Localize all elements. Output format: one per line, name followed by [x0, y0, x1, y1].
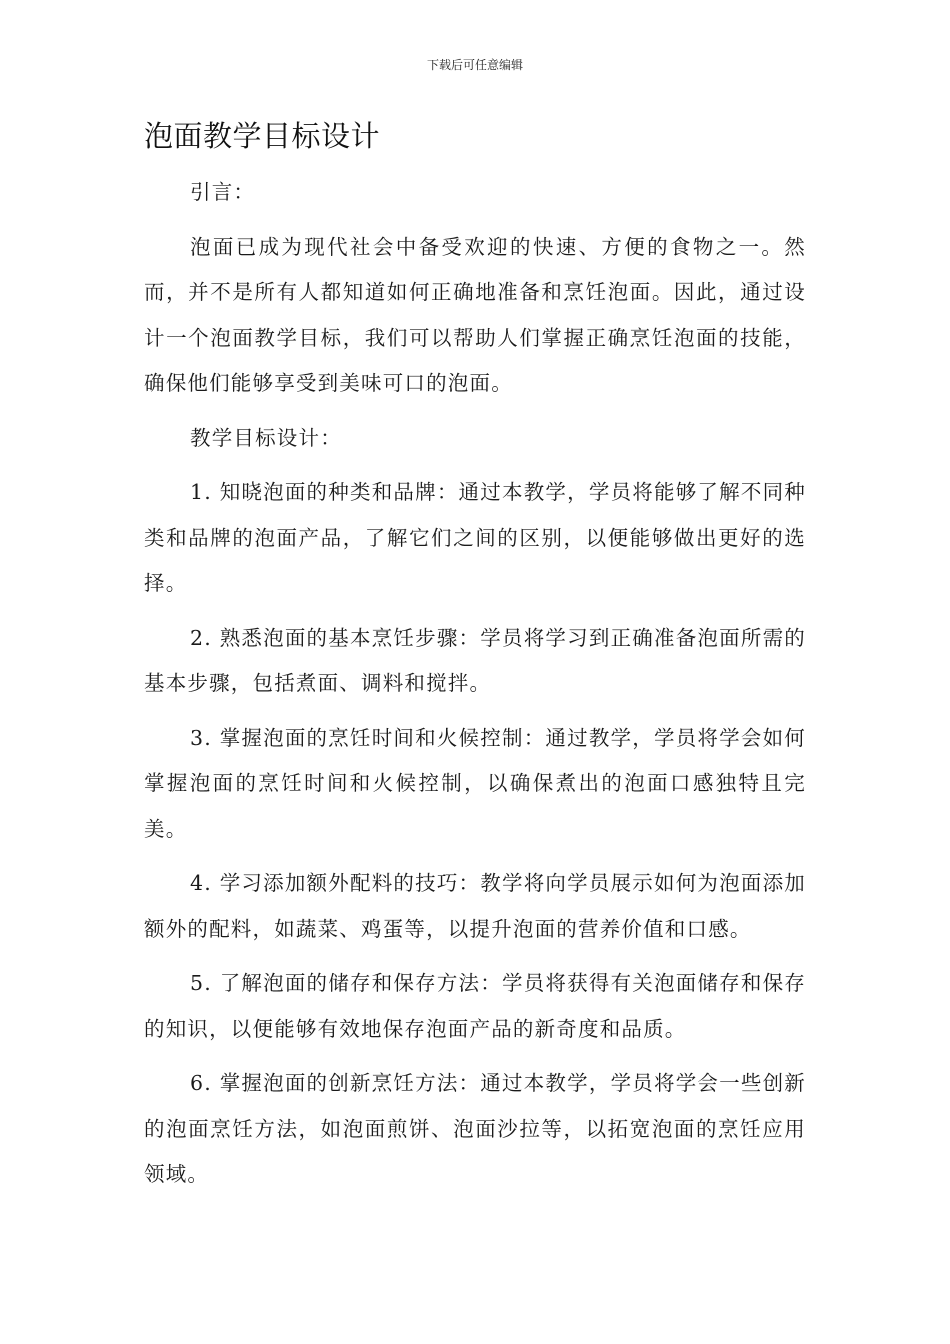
intro-paragraph: 泡面已成为现代社会中备受欢迎的快速、方便的食物之一。然而，并不是所有人都知道如何正确地准备和烹饪泡面。因此，通过设计一个泡面教学目标，我们可以帮助人们掌握正确烹饪泡面的技能，确保他们能够享受到美味可口的泡面。 — [144, 234, 806, 395]
header-note: 下载后可任意编辑 — [426, 58, 523, 72]
document-body — [144, 170, 806, 1207]
objective-item-2: 2. 熟悉泡面的基本烹饪步骤：学员将学习到正确准备泡面所需的基本步骤，包括煮面、调料和搅拌。 — [144, 625, 806, 695]
objective-item-5: 5. 了解泡面的储存和保存方法：学员将获得有关泡面储存和保存的知识，以便能够有效地保存泡面产品的新奇度和品质。 — [144, 971, 806, 1041]
objective-item-3: 3. 掌握泡面的烹饪时间和火候控制：通过教学，学员将学会如何掌握泡面的烹饪时间和火候控制，以确保煮出的泡面口感独特且完美。 — [144, 725, 806, 841]
intro-label: 引言： — [190, 180, 256, 204]
objective-item-1: 1. 知晓泡面的种类和品牌：通过本教学，学员将能够了解不同种类和品牌的泡面产品，了解它们之间的区别，以便能够做出更好的选择。 — [144, 480, 806, 595]
objective-item-4: 4. 学习添加额外配料的技巧：教学将向学员展示如何为泡面添加额外的配料，如蔬菜、鸡蛋等，以提升泡面的营养价值和口感。 — [144, 871, 806, 941]
objective-item-6: 6. 掌握泡面的创新烹饪方法：通过本教学，学员将学会一些创新的泡面烹饪方法，如泡面煎饼、泡面沙拉等，以拓宽泡面的烹饪应用领域。 — [144, 1071, 806, 1186]
objectives-label: 教学目标设计： — [190, 425, 342, 450]
document-title: 泡面教学目标设计 — [144, 119, 381, 153]
